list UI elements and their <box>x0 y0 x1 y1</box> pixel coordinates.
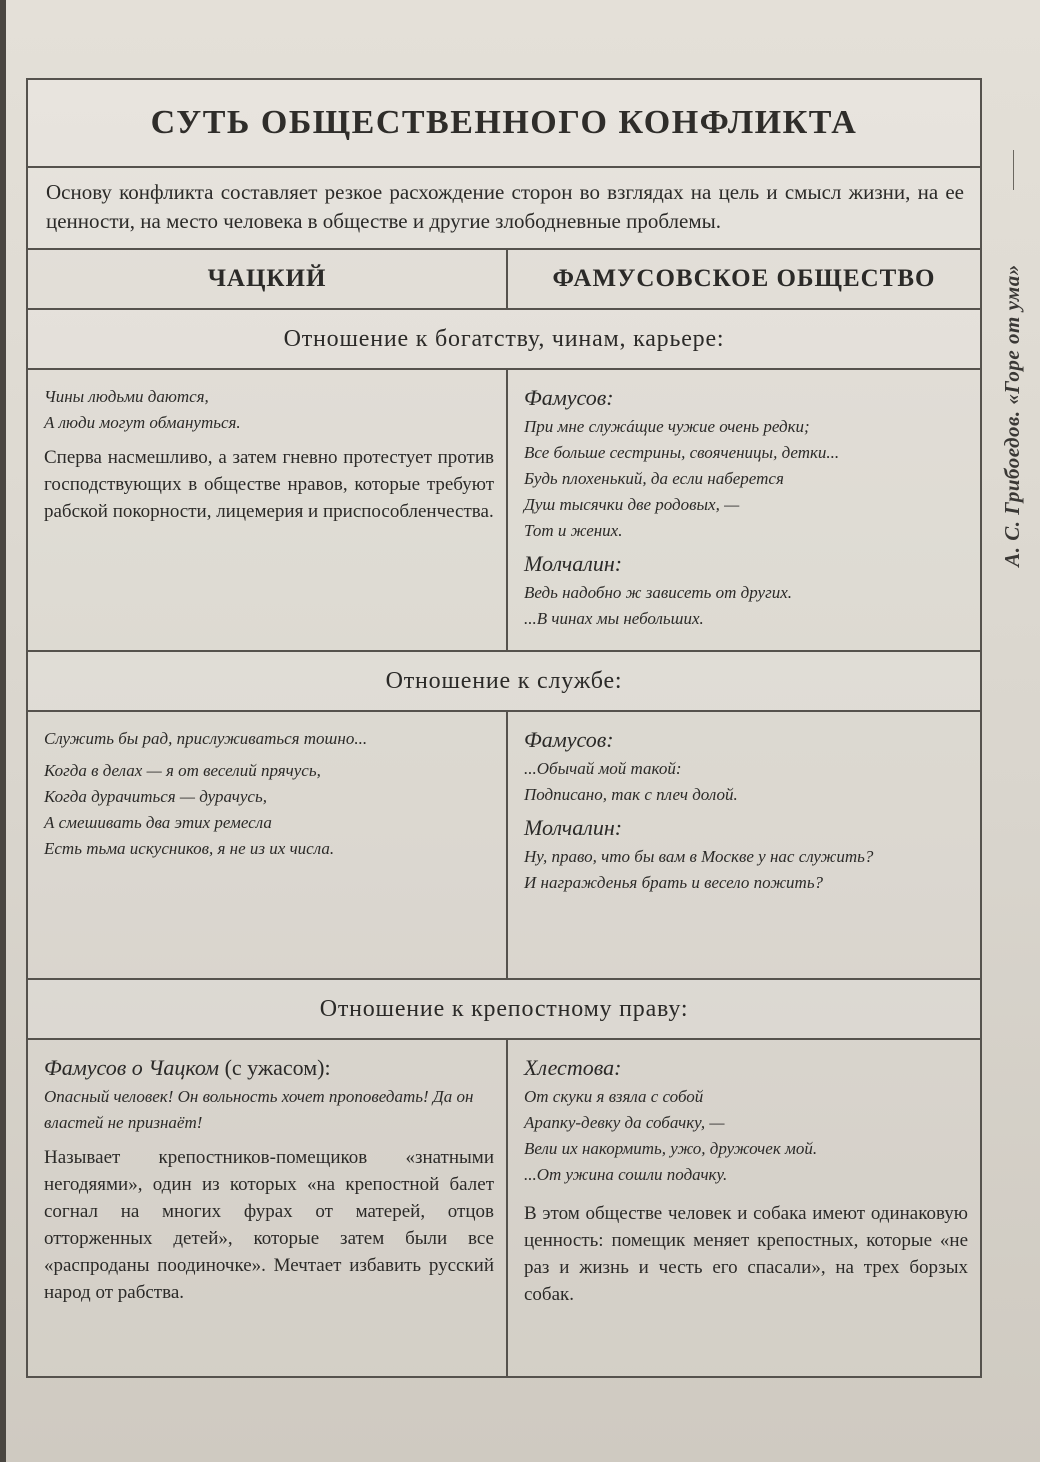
quote-line: При мне служáщие чужие очень редки; <box>524 417 810 436</box>
section-row-serfdom <box>28 1040 980 1376</box>
speaker-name: Фамусов о Чацком <box>44 1055 220 1080</box>
speaker-name: Хлестова: <box>524 1055 622 1080</box>
title-row <box>28 80 980 168</box>
running-header <box>984 180 1040 650</box>
speaker-heading <box>44 1054 494 1082</box>
quote-line: Чины людьми даются, <box>44 387 209 406</box>
quote-line: Все больше сестрины, свояченицы, детки... <box>524 443 840 462</box>
commentary-text: Называет крепостников-помещиков «знатными негодяями», один из которых «на крепостной балет согнал на многих фурах от матерей, отцов отторженных детей», которые затем были все «распроданы поодиночке». Мечтает избавить русский народ от рабства. <box>44 1147 494 1303</box>
quote-line: А люди могут обмануться. <box>44 413 241 432</box>
conflict-table <box>26 78 982 1378</box>
section-heading-serfdom: Отношение к крепостному праву: <box>28 980 980 1040</box>
running-header-text: А. С. Грибоедов. «Горе от ума» <box>999 263 1024 567</box>
speaker-name: Молчалин: <box>524 551 623 576</box>
quote-line: Арапку-девку да собачку, — <box>524 1113 725 1132</box>
quote-line: Душ тысячки две родовых, — <box>524 495 740 514</box>
quote-line: Ну, право, что бы вам в Москве у нас служить? <box>524 847 874 866</box>
chatsky-cell-service <box>28 712 508 978</box>
column-headers <box>28 250 980 310</box>
intro-text: Основу конфликта составляет резкое расхождение сторон во взглядах на цель и смысл жизни, на ее ценности, на место человека в обществе и другие злободневные проблемы. <box>28 168 980 250</box>
society-cell-serfdom <box>508 1040 980 1376</box>
section-row-service <box>28 712 980 980</box>
quote-line: Когда дурачиться — дурачусь, <box>44 787 267 806</box>
column-header-chatsky: ЧАЦКИЙ <box>28 250 508 308</box>
quote-line: Будь плохенький, да если наберется <box>524 469 784 488</box>
commentary-text: В этом обществе человек и собака имеют одинаковую ценность: помещик меняет крепостных, которые «не раз и жизнь и честь его спасали», на трех борзых собак. <box>524 1203 968 1305</box>
quote-line: Ведь надобно ж зависеть от других. <box>524 583 792 602</box>
speaker-name: Фамусов: <box>524 385 614 410</box>
quote-line: А смешивать два этих ремесла <box>44 813 272 832</box>
section-heading-service: Отношение к службе: <box>28 652 980 712</box>
commentary-text: Сперва насмешливо, а затем гневно протестует против господствующих в обществе нравов, которые требуют рабской покорности, лицемерия и приспособленчества. <box>44 447 494 522</box>
quote-line: Опасный человек! Он вольность хочет проповедать! Да он властей не признаёт! <box>44 1087 474 1132</box>
quote-line: ...Обычай мой такой: <box>524 759 682 778</box>
section-row-wealth <box>28 370 980 652</box>
page-title: СУТЬ ОБЩЕСТВЕННОГО КОНФЛИКТА <box>150 104 858 141</box>
quote-line: Когда в делах — я от веселий прячусь, <box>44 761 321 780</box>
speaker-name: Молчалин: <box>524 815 623 840</box>
quote-line: Вели их накормить, ужо, дружочек мой. <box>524 1139 818 1158</box>
society-cell-wealth <box>508 370 980 650</box>
speaker-note: (с ужасом): <box>219 1055 331 1080</box>
quote-line: ...От ужина сошли подачку. <box>524 1165 728 1184</box>
quote-line: ...В чинах мы небольших. <box>524 609 704 628</box>
society-cell-service <box>508 712 980 978</box>
section-heading-wealth: Отношение к богатству, чинам, карьере: <box>28 310 980 370</box>
quote-line: От скуки я взяла с собой <box>524 1087 704 1106</box>
quote-line: Служить бы рад, прислуживаться тошно... <box>44 729 368 748</box>
quote-line: Есть тьма искусников, я не из их числа. <box>44 839 335 858</box>
chatsky-cell-wealth <box>28 370 508 650</box>
column-header-famusov-society: ФАМУСОВСКОЕ ОБЩЕСТВО <box>552 265 936 292</box>
quote-line: Тот и жених. <box>524 521 623 540</box>
quote-line: И награжденья брать и весело пожить? <box>524 873 824 892</box>
speaker-name: Фамусов: <box>524 727 614 752</box>
book-page <box>6 0 1040 1462</box>
chatsky-cell-serfdom <box>28 1040 508 1376</box>
quote-line: Подписано, так с плеч долой. <box>524 785 738 804</box>
